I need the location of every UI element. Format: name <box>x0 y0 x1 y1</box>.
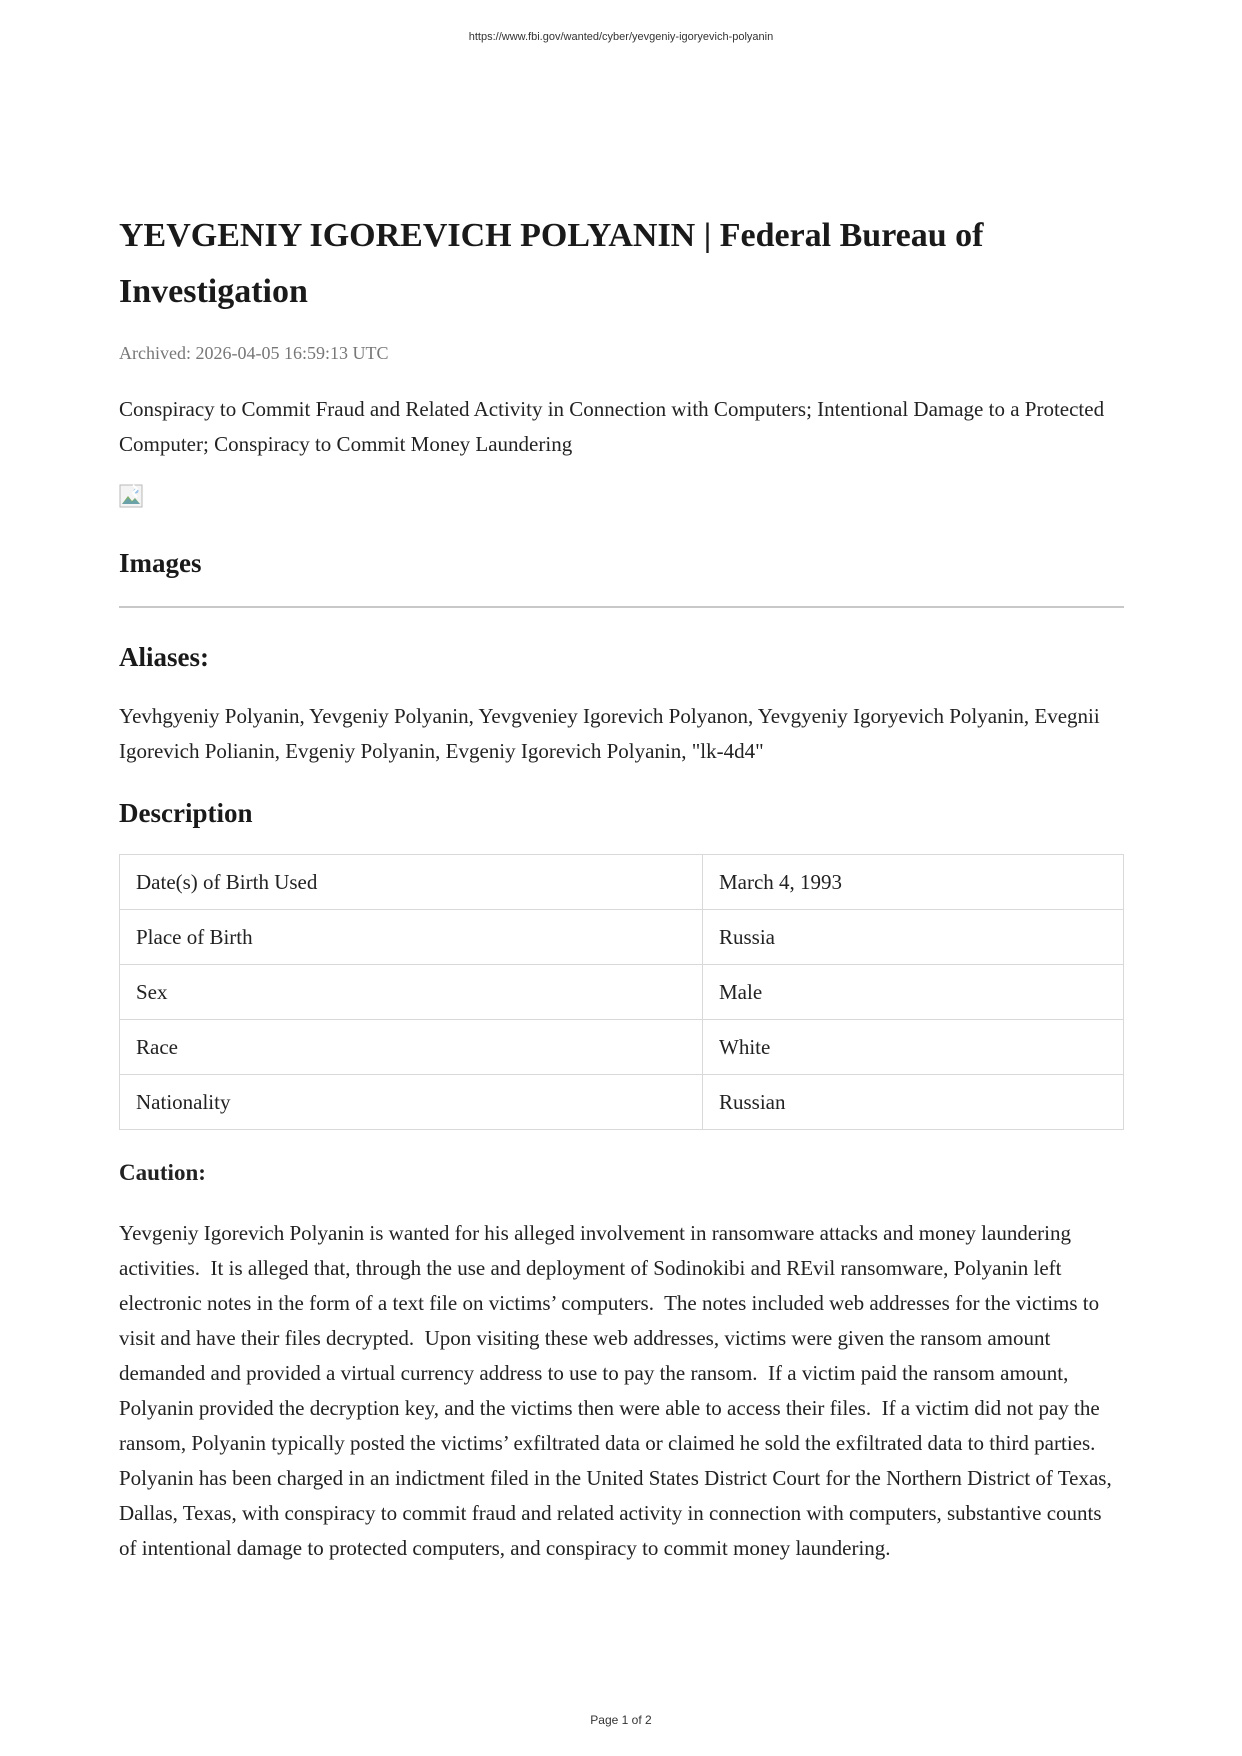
caution-paragraph: Yevgeniy Igorevich Polyanin is wanted for his alleged involvement in ransomware attacks and money laundering activities. It is alleged that, through the use and deployment of Sodinokibi and REvil ransomware, Polyanin left electronic notes in the form of a text file on victims’ computers. The notes included web addresses for the victims to visit and have their files decrypted. Upon visiting these web addresses, victims were given the ransom amount demanded and provided a virtual currency address to use to pay the ransom. If a victim paid the ransom amount, Polyanin provided the decryption key, and the victims then were able to access their files. If a victim did not pay the ransom, Polyanin typically posted the victims’ exfiltrated data or claimed he sold the exfiltrated data to third parties. Polyanin has been charged in an indictment filed in the United States District Court for the Northern District of Texas, Dallas, Texas, with conspiracy to commit fraud and related activity in connection with computers, substantive counts of intentional damage to protected computers, and conspiracy to commit money laundering. <box>119 1221 1117 1560</box>
row-label: Place of Birth <box>120 910 703 965</box>
row-value: White <box>703 1020 1124 1075</box>
page-number: Page 1 of 2 <box>590 1713 652 1727</box>
row-value: Russia <box>703 910 1124 965</box>
row-label: Sex <box>120 965 703 1020</box>
row-label: Race <box>120 1020 703 1075</box>
table-row <box>120 1075 1124 1130</box>
images-heading: Images <box>119 548 202 578</box>
row-label: Date(s) of Birth Used <box>120 855 703 910</box>
table-row <box>120 1020 1124 1075</box>
table-row <box>120 965 1124 1020</box>
document-body <box>119 208 1124 1566</box>
row-value: Male <box>703 965 1124 1020</box>
page-title: YEVGENIY IGOREVICH POLYANIN | Federal Bureau of Investigation <box>119 217 984 310</box>
aliases-list: Yevhgyeniy Polyanin, Yevgeniy Polyanin, Yevgveniey Igorevich Polyanon, Yevgyeniy Igoryevich Polyanin, Evegnii Igorevich Polianin, Evgeniy Polyanin, Evgeniy Igorevich Polyanin, "lk-4d4" <box>119 704 1100 763</box>
broken-image-icon <box>119 484 145 510</box>
section-divider <box>119 606 1124 608</box>
charges-summary: Conspiracy to Commit Fraud and Related Activity in Connection with Computers; Intentional Damage to a Protected Computer; Conspiracy to Commit Money Laundering <box>119 397 1105 456</box>
row-value: Russian <box>703 1075 1124 1130</box>
row-label: Nationality <box>120 1075 703 1130</box>
archived-timestamp: Archived: 2026-04-05 16:59:13 UTC <box>119 343 389 363</box>
table-row <box>120 910 1124 965</box>
description-heading: Description <box>119 798 253 828</box>
caution-heading: Caution: <box>119 1160 206 1185</box>
table-row <box>120 855 1124 910</box>
row-value: March 4, 1993 <box>703 855 1124 910</box>
description-table <box>119 854 1124 1130</box>
aliases-heading: Aliases: <box>119 642 209 672</box>
page-url-header: https://www.fbi.gov/wanted/cyber/yevgeniy-igoryevich-polyanin <box>468 31 774 43</box>
